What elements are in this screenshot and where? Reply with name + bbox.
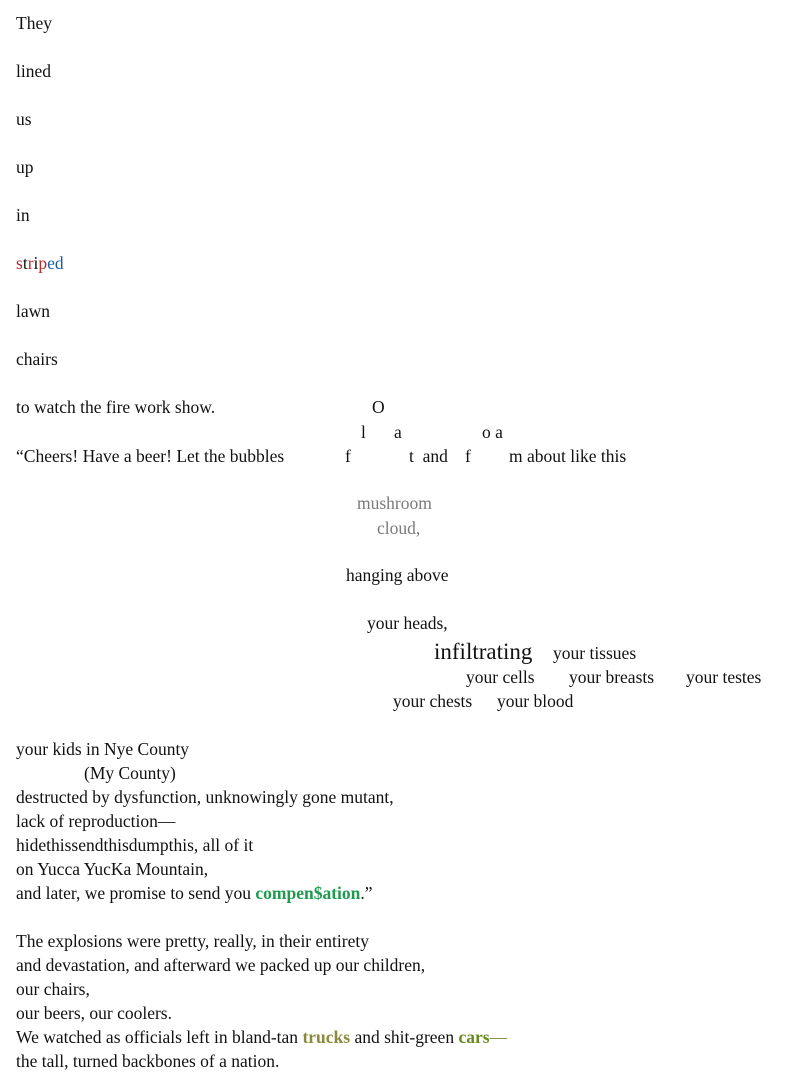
line-destructed: destructed by dysfunction, unknowingly gone mutant, (16, 787, 394, 807)
line-your-heads: your heads, (367, 613, 448, 633)
word-up: up (16, 157, 34, 177)
line-backbones: the tall, turned backbones of a nation. (16, 1051, 280, 1071)
striped-letter-d: d (54, 253, 64, 273)
word-us: us (16, 109, 32, 129)
line-compensation (16, 885, 373, 903)
word-striped (16, 255, 64, 273)
officials-lead: We watched as officials left in bland-tan (16, 1027, 303, 1047)
word-chairs: chairs (16, 349, 58, 369)
word-your-testes: your testes (686, 667, 762, 687)
compensation-lead: and later, we promise to send you (16, 883, 256, 903)
line-fireworks: to watch the fire work show. (16, 397, 216, 417)
line-officials (16, 1029, 507, 1047)
word-your-cells: your cells (466, 667, 535, 687)
word-your-chests: your chests (393, 691, 473, 711)
line-my-county: (My County) (84, 763, 176, 783)
line-kids-nye-county: your kids in Nye County (16, 739, 190, 759)
float-letter-O: O (372, 397, 385, 417)
line-yucca-mountain: on Yucca YucKa Mountain, (16, 859, 209, 879)
float-t-and: t and (409, 446, 448, 466)
float-letter-f2: f (465, 446, 471, 466)
word-in: in (16, 205, 30, 225)
word-compensation: compen$ation (255, 883, 361, 903)
word-lined: lined (16, 61, 51, 81)
word-your-tissues: your tissues (553, 643, 637, 663)
word-your-blood: your blood (497, 691, 574, 711)
striped-letter-s: s (16, 253, 23, 273)
striped-letter-t: t (22, 253, 28, 273)
word-mushroom: mushroom (357, 493, 432, 513)
compensation-close-quote: .” (360, 883, 373, 903)
word-trucks: trucks (302, 1027, 351, 1047)
word-your-breasts: your breasts (569, 667, 655, 687)
line-hanging-above: hanging above (346, 565, 449, 585)
line-our-beers: our beers, our coolers. (16, 1003, 172, 1023)
line-hidethis: hidethissendthisdumpthis, all of it (16, 835, 254, 855)
striped-letter-i: i (33, 253, 39, 273)
word-cloud: cloud, (377, 518, 421, 538)
line-our-chairs: our chairs, (16, 979, 90, 999)
float-letter-f1: f (345, 446, 351, 466)
float-letter-a: a (394, 422, 402, 442)
striped-letter-r: r (27, 253, 34, 273)
line-lack-reproduction: lack of reproduction— (16, 811, 176, 831)
striped-letter-e: e (47, 253, 55, 273)
float-letter-l: l (361, 422, 366, 442)
officials-dash: — (489, 1027, 508, 1047)
word-cars: cars (458, 1027, 490, 1047)
line-explosions: The explosions were pretty, really, in their entirety (16, 931, 369, 951)
float-letters-oa: o a (482, 422, 503, 442)
word-infiltrating: infiltrating (434, 639, 533, 664)
float-m-about: m about like this (509, 446, 627, 466)
striped-letter-p: p (38, 253, 48, 273)
line-devastation: and devastation, and afterward we packed up our children, (16, 955, 426, 975)
word-lawn: lawn (16, 301, 51, 321)
word-they: They (16, 13, 52, 33)
line-cheers: “Cheers! Have a beer! Let the bubbles (16, 446, 285, 466)
officials-mid: and shit-green (350, 1027, 459, 1047)
